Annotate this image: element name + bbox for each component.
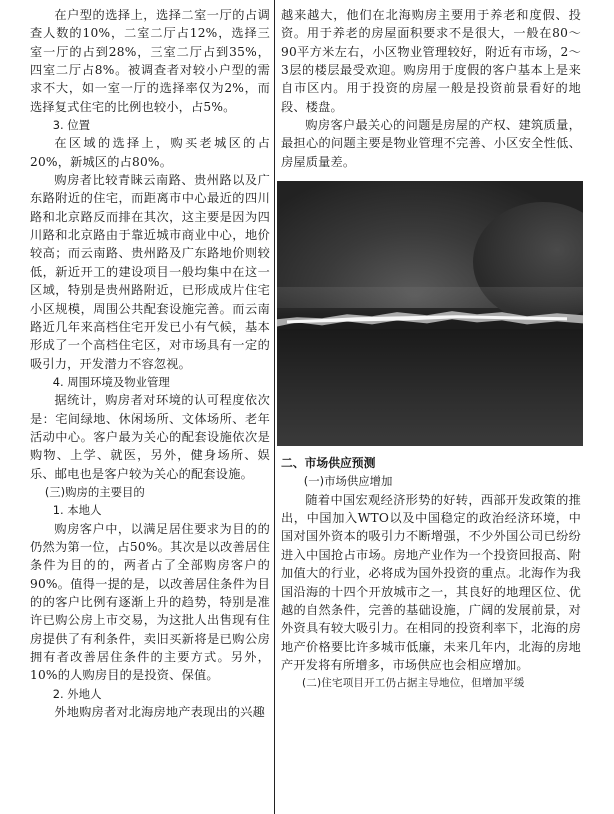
supply-paragraph: 随着中国宏观经济形势的好转，西部开发政策的推出，中国加入WTO以及中国稳定的政治经济环境，中国对国外资本的吸引力不断增强，不少外国公司已纷纷进入中国抢占市场。房地产业作为一个投资回报高、附加值大的行业，必将成为国外投资的重点。北海作为我国沿海的十四个开放城市之一，其良好的地理区位、优越的自然条件，完善的基础设施，广阔的发展前景，对外资具有较大吸引力。在相同的投资利率下，北海的房地产价格要比许多城市低廉，未来几年内，北海的房地产开发将有所增多，市场供应也会相应增加。 [281,492,581,672]
environment-heading: 4. 周围环境及物业管理 [52,374,170,389]
unit-type-paragraph: 在户型的选择上，选择二室一厅的占调查人数的10%，二室二厅占12%，选择三室一厅的占到28%，三室二厅占到35%，四室二厅占8%。被调查者对较小户型的需求不大，如一室一厅的选择率仅为2%，而选择复式住宅的比例也较小，占5%。 [30,8,270,114]
buyer-concerns-paragraph: 购房客户最关心的问题是房屋的产权、建筑质量，最担心的问题主要是物业管理不完善、小区安全性低、房屋质量差。 [281,118,581,169]
locals-paragraph: 购房客户中，以满足居住要求为目的的仍然为第一位，占50%。其次是以改善居住条件为目的的，两者占了全部购房客户的90%。值得一提的是，以改善居住条件为目的的客户比例有逐渐上升的趋势，特别是准许已购公房上市交易，为这批人出售现有住房提供了有利条件，卖旧买新将是已购公房拥有者改善居住条件的主要方式。另外，10%的人购房目的是投资、保值。 [30,521,270,683]
city-lights [277,303,583,330]
column-divider [274,0,275,814]
environment-paragraph: 据统计，购房者对环境的认可程度依次是：宅间绿地、休闲场所、文体场所、老年活动中心。客户最为关心的配套设施依次是购物、上学、就医，另外，健身场所、娱乐、邮电也是客户较为关心的配套设施。 [30,393,270,481]
outsiders-paragraph-continued: 越来越大，他们在北海购房主要用于养老和度假、投资。用于养老的房屋面积要求不是很大，一般在80～90平方米左右，小区物业管理较好，附近有市场，2～3层的楼层最受欢迎。购房用于度假的客户基本上是来自市区内。用于投资的房屋一般是投资前景看好的地段、楼盘。 [281,8,581,114]
district-paragraph: 在区域的选择上，购买老城区的占20%，新城区的占80%。 [30,136,270,169]
outsiders-heading: 2. 外地人 [52,686,102,701]
locals-heading: 1. 本地人 [52,503,102,518]
location-heading: 3. 位置 [52,118,91,133]
left-column [30,6,270,721]
supply-increase-heading: (一)市场供应增加 [303,474,393,489]
outsiders-paragraph-start: 外地购房者对北海房地产表现出的兴趣 [54,705,265,720]
preferred-roads-paragraph: 购房者比较青睐云南路、贵州路以及广东路附近的住宅，而距离市中心最近的四川路和北京路反而排在其次，这主要是因为四川路和北京路由于靠近城市商业中心，地价较高；而云南路、贵州路及广东路地价则较低，新近开工的建设项目一般均集中在这一区域，特别是贵州路附近，已形成成片住宅小区规模，周围公共配套设施完善。而云南路近几年来高档住宅开发已小有气候，基本形成了一个高档住宅区，对市场具有一定的吸引力，开发潜力不容忽视。 [30,173,270,371]
purchase-purpose-heading: (三)购房的主要目的 [44,484,145,499]
city-night-photo [277,181,583,446]
right-column [281,6,581,693]
photo-ground [277,329,583,446]
supply-forecast-heading: 二、市场供应预测 [281,456,376,471]
housing-projects-heading: (二)住宅项目开工仍占据主导地位，但增加平缓 [302,677,525,690]
